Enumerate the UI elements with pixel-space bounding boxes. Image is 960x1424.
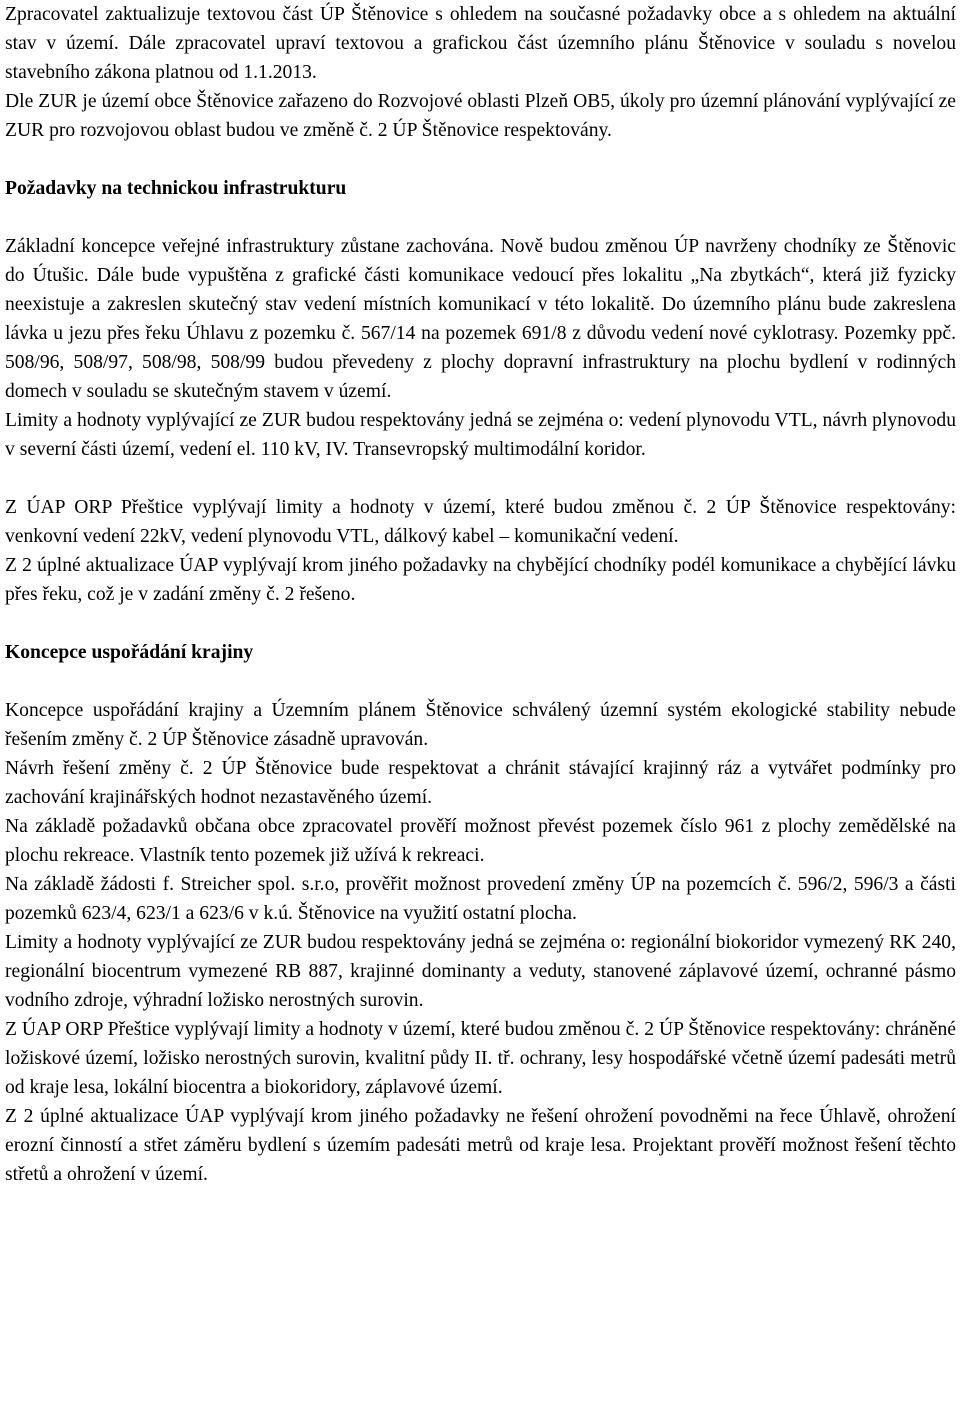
spacer	[5, 609, 956, 638]
section-heading-infrastructure: Požadavky na technickou infrastrukturu	[5, 178, 347, 199]
infra-paragraph-zur-limits: Limity a hodnoty vyplývající ze ZUR budou respektovány jedná se zejména o: vedení plynovodu VTL, návrh plynovodu v severní části území, vedení el. 110 kV, IV. Transevropský multimodální koridor.	[5, 410, 956, 460]
intro-paragraph: Zpracovatel zaktualizuje textovou část ÚP Štěnovice s ohledem na současné požadavky obce a s ohledem na aktuální stav v území. Dále zpracovatel upraví textovou a grafickou část územního plánu Štěnovice v souladu s novelou stavebního zákona platnou od 1.1.2013.	[5, 4, 956, 83]
landscape-paragraph-parcel-961: Na základě požadavků občana obce zpracovatel prověří možnost převést pozemek číslo 961 z plochy zemědělské na plochu rekreace. Vlastník tento pozemek již užívá k rekreaci.	[5, 816, 956, 866]
landscape-paragraph-concept: Koncepce uspořádání krajiny a Územním plánem Štěnovice schválený územní systém ekologické stability nebude řešením změny č. 2 ÚP Štěnovice zásadně upravován.	[5, 700, 956, 750]
infra-paragraph-concept: Základní koncepce veřejné infrastruktury zůstane zachována. Nově budou změnou ÚP navrženy chodníky ze Štěnovic do Útušic. Dále bude vypuštěna z grafické části komunikace vedoucí přes lokalitu „Na zbytkách“, která již fyzicky neexistuje a zakreslen skutečný stav vedení místních komunikací v této lokalitě. Do územního plánu bude zakreslena lávka u jezu přes řeku Úhlavu z pozemku č. 567/14 na pozemek 691/8 z důvodu vedení nové cyklotrasy. Pozemky ppč. 508/96, 508/97, 508/98, 508/99 budou převedeny z plochy dopravní infrastruktury na plochu bydlení v rodinných domech v souladu se skutečným stavem v území.	[5, 236, 956, 402]
landscape-paragraph-streicher: Na základě žádosti f. Streicher spol. s.r.o, prověřit možnost provedení změny ÚP na pozemcích č. 596/2, 596/3 a části pozemků 623/4, 623/1 a 623/6 v k.ú. Štěnovice na využití ostatní plocha.	[5, 874, 956, 924]
spacer	[5, 667, 956, 696]
document-page	[5, 0, 956, 1189]
intro-paragraph-zur: Dle ZUR je území obce Štěnovice zařazeno do Rozvojové oblasti Plzeň OB5, úkoly pro územní plánování vyplývající ze ZUR pro rozvojovou oblast budou ve změně č. 2 ÚP Štěnovice respektovány.	[5, 91, 956, 141]
infra-paragraph-uap-limits: Z ÚAP ORP Přeštice vyplývají limity a hodnoty v území, které budou změnou č. 2 ÚP Štěnovice respektovány: venkovní vedení 22kV, vedení plynovodu VTL, dálkový kabel – komunikační vedení.	[5, 497, 956, 547]
infra-paragraph-uap-update: Z 2 úplné aktualizace ÚAP vyplývají krom jiného požadavky na chybějící chodníky podél komunikace a chybějící lávku přes řeku, což je v zadání změny č. 2 řešeno.	[5, 555, 956, 605]
spacer	[5, 203, 956, 232]
spacer	[5, 145, 956, 174]
landscape-paragraph-zur-limits: Limity a hodnoty vyplývající ze ZUR budou respektovány jedná se zejména o: regionální biokoridor vymezený RK 240, regionální biocentrum vymezené RB 887, krajinné dominanty a veduty, stanovené záplavové území, ochranné pásmo vodního zdroje, výhradní ložisko nerostných surovin.	[5, 932, 956, 1011]
section-heading-landscape: Koncepce uspořádání krajiny	[5, 642, 254, 663]
spacer	[5, 464, 956, 493]
landscape-paragraph-uap-limits: Z ÚAP ORP Přeštice vyplývají limity a hodnoty v území, které budou změnou č. 2 ÚP Štěnovice respektovány: chráněné ložiskové území, ložisko nerostných surovin, kvalitní půdy II. tř. ochrany, lesy hospodářské včetně území padesáti metrů od kraje lesa, lokální biocentra a biokoridory, záplavové území.	[5, 1019, 956, 1098]
landscape-paragraph-character: Návrh řešení změny č. 2 ÚP Štěnovice bude respektovat a chránit stávající krajinný ráz a vytvářet podmínky pro zachování krajinářských hodnot nezastavěného území.	[5, 758, 956, 808]
landscape-paragraph-uap-update: Z 2 úplné aktualizace ÚAP vyplývají krom jiného požadavky ne řešení ohrožení povodněmi na řece Úhlavě, ohrožení erozní činností a střet záměru bydlení s územím padesáti metrů od kraje lesa. Projektant prověří možnost řešení těchto střetů a ohrožení v území.	[5, 1106, 956, 1185]
